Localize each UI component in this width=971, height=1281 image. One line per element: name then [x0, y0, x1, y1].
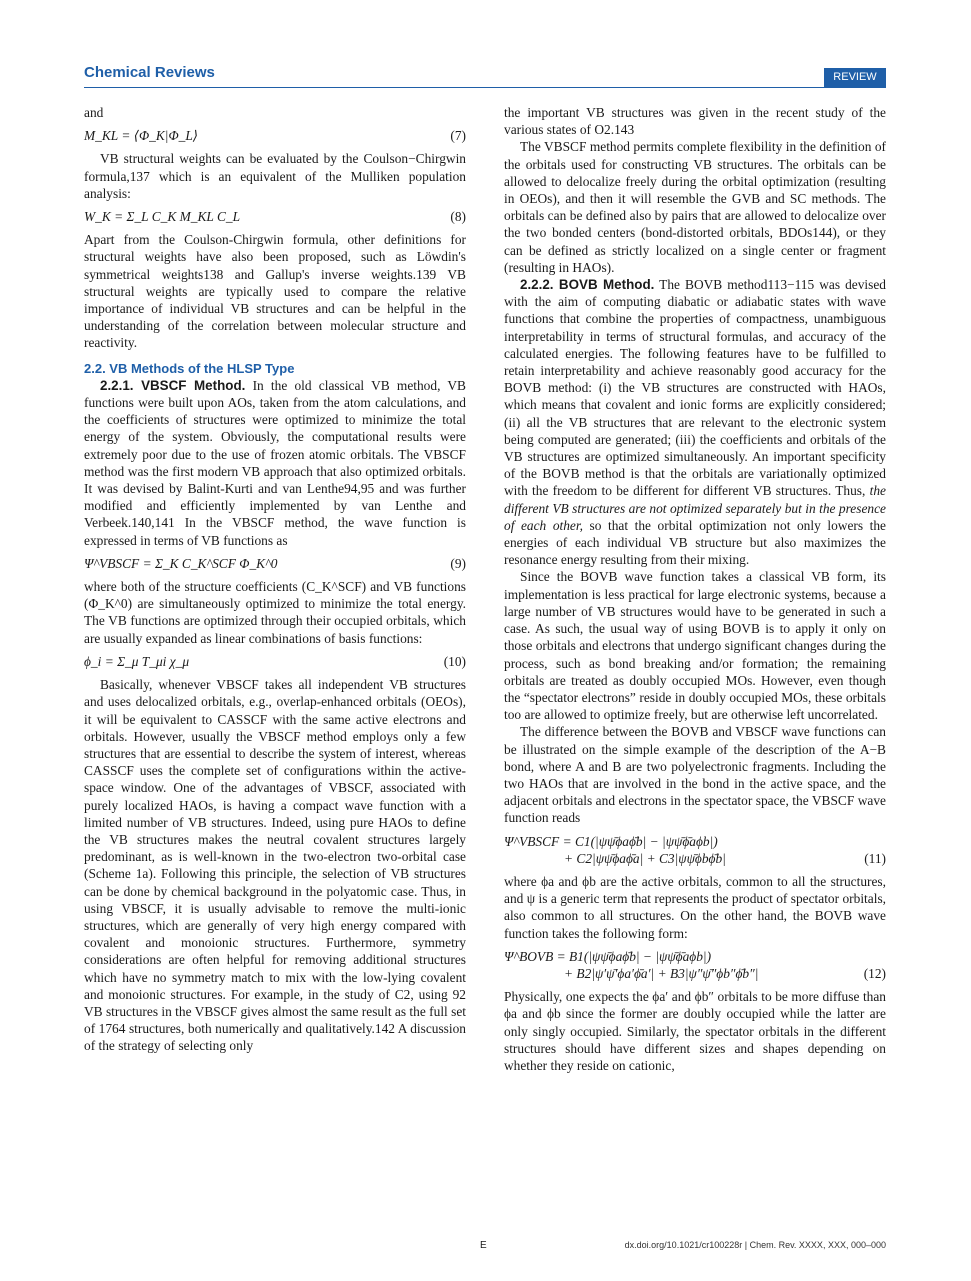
paragraph-text: so that the orbital optimization not only lowers the energies of each individual VB structure but also maximizes the resonance energy resulting from their mixing. [504, 517, 886, 568]
equation-11-line-1: Ψ^VBSCF = C1(|ψψ̄ϕaϕ̄b| − |ψψ̄ϕ̄aϕb|) [504, 833, 718, 849]
equation-7-body: M_KL = ⟨Φ_K|Φ_L⟩ [84, 128, 199, 144]
page-number: E [480, 1240, 487, 1251]
equation-12-line [504, 965, 886, 982]
equation-12-line [504, 948, 886, 965]
equation-12-line-2: + B2|ψ′ψ̄′ϕa′ϕ̄a′| + B3|ψ″ψ̄″ϕb″ϕ̄b″| [564, 965, 759, 981]
equation-9-body: Ψ^VBSCF = Σ_K C_K^SCF Φ_K^0 [84, 555, 278, 571]
equation-8-number: (8) [450, 209, 466, 225]
paragraph [504, 276, 886, 568]
equation-9 [84, 555, 466, 572]
paragraph: Apart from the Coulson-Chirgwin formula, other definitions for structural weights have also been proposed, such as Löwdin's symmetrical weights138 and Gallup's inverse weights.139 VB structural weights are typically used to compare the relative importance of individual VB structures and can be helpful in the understanding of the correlation between molecular structure and reactivity. [84, 232, 466, 351]
equation-12-number: (12) [863, 965, 886, 981]
paragraph: the important VB structures was given in the recent study of the various states of O2.143 [504, 105, 886, 138]
equation-11-line [504, 850, 886, 867]
header-rule [84, 87, 886, 88]
text-and: and [84, 105, 104, 120]
paragraph: VB structural weights can be evaluated by the Coulson−Chirgwin formula,137 which is an equivalent of the Mulliken population analysis: [84, 151, 466, 201]
equation-11-line-2: + C2|ψψ̄ϕaϕ̄a| + C3|ψψ̄ϕbϕ̄b| [564, 850, 726, 866]
left-column [84, 104, 466, 1055]
paragraph-text: In the old classical VB method, VB functions were built upon AOs, taken from the atom calculations, and the coefficients of structures were optimized to minimize the total energy of the system. Obviously, the computational results were extremely poor due to the use of frozen atomic orbitals. The VBSCF method was the first modern VB approach that also optimized orbitals. It was devised by Balint-Kurti and van Lenthe94,95 and was further modified and efficiently implemented by van Lenthe and Verbeek.140,141 In the VBSCF method, the wave function is expressed in terms of VB functions as [84, 377, 466, 548]
paragraph: where both of the structure coefficients (C_K^SCF) and VB functions (Φ_K^0) are simultaneously optimized to minimize the total energy. The VB functions are optimized through their occupied orbitals, which are usually expanded as linear combinations of basis functions: [84, 579, 466, 646]
equation-8 [84, 208, 466, 225]
equation-11-number: (11) [864, 850, 886, 866]
equation-11-line [504, 833, 886, 850]
paragraph [84, 377, 466, 549]
paragraph-italic-text: the different VB structures are not optimized separately but in the presence of each other, [504, 483, 886, 533]
equation-9-number: (9) [450, 555, 466, 571]
paragraph-text: The BOVB method113−115 was devised with the aim of computing diabatic or adiabatic states with wave functions that combine the properties of compactness, unambiguous interpretability in terms of structural formulas, and accuracy of the calculated energies. The following features have to be fulfilled to retain interpretability and achieve reasonably good accuracy for the BOVB method: (i) the VB structures are constructed with HAOs, which means that covalent and ionic forms are explicitly considered; (ii) all the VB structures that are relevant to the electronic system being computed are generated; (iii) the coefficients and orbitals of the VB structures are optimized simultaneously. An important specificity of the BOVB method is that the orbitals are variationally optimized with the freedom to be different for different VB structures. Thus, [504, 277, 887, 499]
subsection-heading: 2.2.2. BOVB Method. [520, 277, 655, 293]
subsection-heading: 2.2.1. VBSCF Method. [100, 377, 246, 393]
paragraph: Basically, whenever VBSCF takes all independent VB structures and uses delocalized orbitals, e.g., overlap-enhanced orbitals (OEOs), it will be equivalent to CASSCF with the same active electrons and orbitals. However, usually the VBSCF method employs only a few structures that are essential to describe the system of interest, whereas CASSCF uses the complete set of configurations within the active-space window. One of the advantages of VBSCF, associated with purely localized HAOs, is having a compact wave function with a limited number of VB structures. Indeed, using pure HAOs to define the VB structures makes the neutral covalent structures largely predominant, as is well-known in the two-electron two-orbital case (Scheme 1a). Following this principle, the selection of VB structures can be done by chemical background in the polyatomic case. Thus, in using VBSCF, it is usually advisable to remove the multi-ionic structures, which are generally of very high energy compared with covalent and monoionic structures. Furthermore, symmetry considerations are often helpful for removing additional structures which have no symmetry match to mix with the low-lying covalent and monoionic structures. For example, in the study of C2, using 92 VB structures in the VBSCF gives almost the same result as the full set of 1764 structures, both numerically and qualitatively.142 A discussion of the strategy of selecting only [84, 677, 466, 1054]
paragraph: where ϕa and ϕb are the active orbitals, common to all the structures, and ψ is a generic term that represents the product of spectator orbitals, also common to all structures. On the other hand, the BOVB wave function takes the following form: [504, 873, 886, 941]
journal-title: Chemical Reviews [84, 64, 215, 81]
equation-7-number: (7) [450, 128, 466, 144]
equation-8-body: W_K = Σ_L C_K M_KL C_L [84, 209, 241, 225]
paragraph: Physically, one expects the ϕa′ and ϕb″ orbitals to be more diffuse than ϕa and ϕb since the former are doubly occupied while the latter are only singly occupied. Similarly, the spectator orbitals in the different structures should have different sizes and shapes depending on whether they reside on cationic, [504, 989, 886, 1073]
equation-10 [84, 653, 466, 670]
section-heading: 2.2. VB Methods of the HLSP Type [84, 360, 295, 376]
equation-7 [84, 127, 466, 144]
equation-12 [504, 948, 886, 982]
equation-10-body: ϕ_i = Σ_μ T_μi χ_μ [84, 653, 190, 669]
equation-10-number: (10) [443, 653, 466, 669]
paragraph: The VBSCF method permits complete flexibility in the definition of the orbitals used for constructing VB structures. The orbitals can be allowed to delocalize freely during the orbital optimization (resulting in OEOs), and then it will resemble the GVB and SC methods. The orbitals can be defined also by pairs that are allowed to delocalize over the two bonded centers (bond-distorted orbitals, BDOs144), or they can be defined as strictly localized on a single center or fragment (resulting in HAOs). [504, 139, 886, 275]
paragraph: Since the BOVB wave function takes a classical VB form, its implementation is less practical for large electronic systems, because a large number of VB structures would have to be generated in such a case. As such, the usual way of using BOVB is to apply it only on those orbitals and electrons that undergo significant changes during the process, such as bond breaking and/or formation; the remaining orbitals are treated as doubly occupied MOs. However, even though the “spectator electrons” reside in doubly occupied MOs, these orbitals too are allowed to optimize freely, but are otherwise left uncorrelated. [504, 569, 886, 723]
paragraph: The difference between the BOVB and VBSCF wave functions can be illustrated on the simple example of the description of the A−B bond, where A and B are two polyelectronic fragments. Including the two HAOs that are involved in the bond in the active space, and the adjacent orbitals and electrons in the spectator space, the VBSCF wave function reads [504, 724, 886, 826]
equation-11 [504, 833, 886, 867]
doi-link[interactable]: dx.doi.org/10.1021/cr100228r | Chem. Rev. XXXX, XXX, 000–000 [624, 1240, 886, 1250]
right-column [504, 104, 886, 1074]
review-badge: REVIEW [824, 68, 886, 87]
equation-12-line-1: Ψ^BOVB = B1(|ψψ̄ϕaϕ̄b| − |ψψ̄ϕ̄aϕb|) [504, 948, 712, 964]
